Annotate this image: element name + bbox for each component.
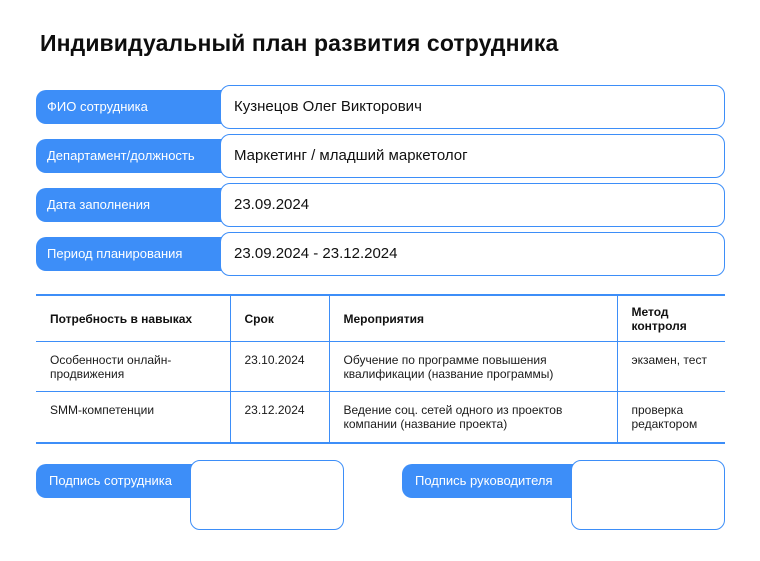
table-cell[interactable]: SMM-компетенции bbox=[36, 392, 230, 443]
table-cell[interactable]: экзамен, тест bbox=[617, 342, 725, 392]
field-planning-period bbox=[36, 232, 725, 276]
table-cell[interactable]: проверка редактором bbox=[617, 392, 725, 443]
manager-signature-label: Подпись руководителя bbox=[402, 464, 587, 498]
column-header-skill-need: Потребность в навыках bbox=[36, 295, 230, 342]
field-employee-name bbox=[36, 85, 725, 129]
fill-date-field[interactable]: 23.09.2024 bbox=[220, 183, 725, 227]
table-row bbox=[36, 342, 725, 392]
employee-signature-block bbox=[36, 460, 344, 530]
manager-signature-field[interactable] bbox=[571, 460, 725, 530]
field-label: Период планирования bbox=[36, 237, 236, 271]
development-plan-table bbox=[36, 294, 725, 444]
employee-signature-label: Подпись сотрудника bbox=[36, 464, 206, 498]
column-header-control-method: Метод контроля bbox=[617, 295, 725, 342]
page-title: Индивидуальный план развития сотрудника bbox=[40, 30, 559, 56]
field-department-position bbox=[36, 134, 725, 178]
column-header-deadline: Срок bbox=[230, 295, 329, 342]
planning-period-field[interactable]: 23.09.2024 - 23.12.2024 bbox=[220, 232, 725, 276]
table-cell[interactable]: 23.12.2024 bbox=[230, 392, 329, 443]
department-position-field[interactable]: Маркетинг / младший маркетолог bbox=[220, 134, 725, 178]
employee-signature-field[interactable] bbox=[190, 460, 344, 530]
employee-name-field[interactable]: Кузнецов Олег Викторович bbox=[220, 85, 725, 129]
table-cell[interactable]: Обучение по программе повышения квалификации (название программы) bbox=[329, 342, 617, 392]
field-fill-date bbox=[36, 183, 725, 227]
table-cell[interactable]: Ведение соц. сетей одного из проектов компании (название проекта) bbox=[329, 392, 617, 443]
field-label: ФИО сотрудника bbox=[36, 90, 236, 124]
field-label: Департамент/должность bbox=[36, 139, 236, 173]
table-header-row bbox=[36, 295, 725, 342]
field-label: Дата заполнения bbox=[36, 188, 236, 222]
table-row bbox=[36, 392, 725, 443]
table-cell[interactable]: 23.10.2024 bbox=[230, 342, 329, 392]
column-header-activities: Мероприятия bbox=[329, 295, 617, 342]
manager-signature-block bbox=[402, 460, 725, 530]
table-cell[interactable]: Особенности онлайн-продвижения bbox=[36, 342, 230, 392]
